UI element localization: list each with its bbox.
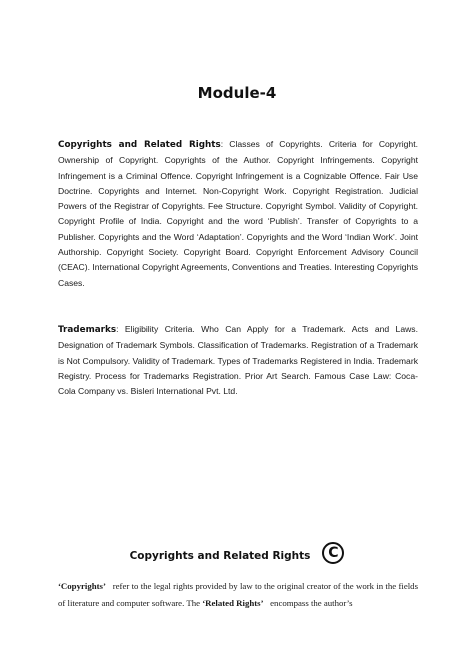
trademarks-topics: : Eligibility Criteria. Who Can Apply for a Trademark. Acts and Laws. Designation of Trademark Symbols. Classification of Trademarks. Registration of a Trademark is Not Compulsory. Validity of Trademark. Types of Trademarks Registered in India. Trademark Registry. Process for Trademarks Registration. Prior Art Search. Famous Case Law: Coca-Cola Company vs. Bisleri International Pvt. Ltd. — [58, 324, 418, 397]
copyrights-body-paragraph — [58, 578, 418, 612]
term-related-rights: ‘Related Rights’ — [202, 598, 264, 608]
copyrights-topics: : Classes of Copyrights. Criteria for Copyright. Ownership of Copyright. Copyrights of the Author. Copyright Infringements. Copyright Infringement is a Criminal Offence. Copyright Infringement is a Cognizable Offence. Fair Use Doctrine. Copyrights and Internet. Non-Copyright Work. Copyright Registration. Judicial Powers of the Registrar of Copyrights. Fee Structure. Copyright Symbol. Validity of Copyright. Copyright Profile of India. Copyright and the word ‘Publish’. Transfer of Copyrights to a Publisher. Copyrights and the Word ‘Adaptation’. Copyrights and the Word ‘Indian Work’. Joint Authorship. Copyright Society. Copyright Board. Copyright Enforcement Advisory Council (CEAC). International Copyright Agreements, Conventions and Treaties. Interesting Copyrights Cases. — [58, 139, 418, 288]
copyrights-syllabus-paragraph — [58, 137, 418, 291]
trademarks-syllabus-paragraph — [58, 322, 418, 399]
term-copyrights: ‘Copyrights’ — [58, 581, 106, 591]
copyright-symbol-icon: C — [322, 542, 344, 564]
module-title: Module-4 — [197, 84, 277, 102]
section-heading — [0, 545, 474, 570]
body-part-2: encompass the author’s — [270, 598, 353, 608]
section-heading-text: Copyrights and Related Rights — [129, 550, 311, 562]
trademarks-lead: Trademarks — [58, 325, 117, 335]
copyrights-lead: Copyrights and Related Rights — [58, 140, 221, 150]
body-part-1: refer to the legal rights provided by law to the original creator of the work in the fields of literature and computer software. The — [58, 581, 418, 608]
